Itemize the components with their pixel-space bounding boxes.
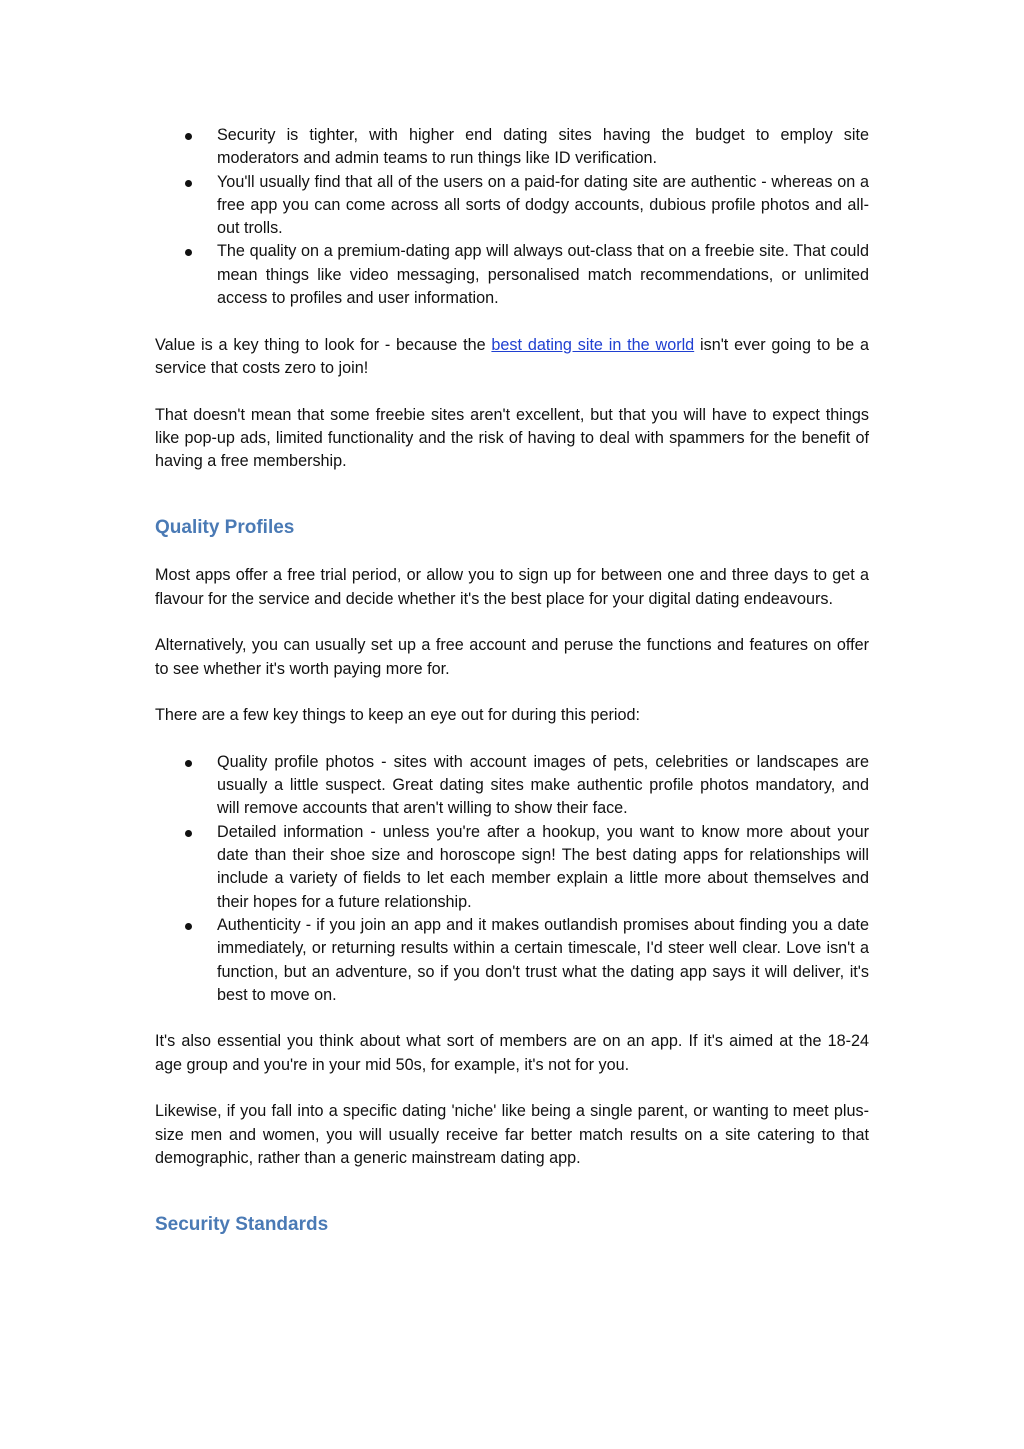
list-item-text: Authenticity - if you join an app and it makes outlandish promises about finding you a date immediately, or returning results within a certain timescale, I'd steer well clear. Love isn't a function, but an adventure, so if you don't trust what the dating app says it will deliver, it's best to move on. (217, 915, 869, 1004)
paragraph: Alternatively, you can usually set up a free account and peruse the functions and features on offer to see whether it's worth paying more for. (155, 636, 869, 678)
list-item (155, 171, 869, 241)
bullet-icon (185, 923, 192, 930)
intro-bullet-list (155, 124, 869, 310)
best-dating-site-link[interactable]: best dating site in the world (491, 335, 695, 354)
bullet-icon (185, 760, 192, 767)
paragraph: Likewise, if you fall into a specific dating 'niche' like being a single parent, or wanting to meet plus-size men and women, you will usually receive far better match results on a site catering to that demographic, rather than a generic mainstream dating app. (155, 1102, 869, 1167)
bullet-icon (185, 249, 192, 256)
value-paragraph (155, 334, 869, 381)
bullet-icon (185, 133, 192, 140)
quality-profiles-heading: Quality Profiles (155, 517, 295, 539)
bullet-icon (185, 180, 192, 187)
bullet-icon (185, 830, 192, 837)
freebie-paragraph: That doesn't mean that some freebie sites aren't excellent, but that you will have to expect things like pop-up ads, limited functionality and the risk of having to deal with spammers for the benefit of having a free membership. (155, 405, 869, 471)
list-item-text: The quality on a premium-dating app will always out-class that on a freebie site. That could mean things like video messaging, personalised match recommendations, or unlimited access to profiles and user information. (217, 242, 869, 308)
list-item (155, 240, 869, 310)
list-item (155, 821, 869, 914)
list-item-text: Security is tighter, with higher end dating sites having the budget to employ site moderators and admin teams to run things like ID verification. (217, 126, 869, 168)
value-text-before: Value is a key thing to look for - because the (155, 335, 492, 354)
list-item (155, 914, 869, 1007)
paragraph: It's also essential you think about what sort of members are on an app. If it's aimed at the 18-24 age group and you're in your mid 50s, for example, it's not for you. (155, 1032, 869, 1074)
quality-bullet-list (155, 751, 869, 1007)
list-item (155, 124, 869, 171)
list-item-text: Detailed information - unless you're after a hookup, you want to know more about your date than their shoe size and horoscope sign! The best dating apps for relationships will include a variety of fields to let each member explain a little more about themselves and their hopes for a future relationship. (217, 822, 869, 911)
security-standards-heading: Security Standards (155, 1214, 329, 1236)
document-page (155, 124, 869, 1238)
paragraph: Most apps offer a free trial period, or allow you to sign up for between one and three days to get a flavour for the service and decide whether it's the best place for your digital dating endeavours. (155, 566, 869, 608)
value-text-after: isn't ever going to be a service that costs zero to join! (155, 335, 869, 377)
list-item (155, 751, 869, 821)
paragraph: There are a few key things to keep an eye out for during this period: (155, 706, 641, 725)
list-item-text: You'll usually find that all of the users on a paid-for dating site are authentic - whereas on a free app you can come across all sorts of dodgy accounts, dubious profile photos and all-out trolls. (217, 172, 869, 238)
list-item-text: Quality profile photos - sites with account images of pets, celebrities or landscapes are usually a little suspect. Great dating sites make authentic profile photos mandatory, and will remove accounts that aren't willing to show their face. (217, 752, 869, 818)
